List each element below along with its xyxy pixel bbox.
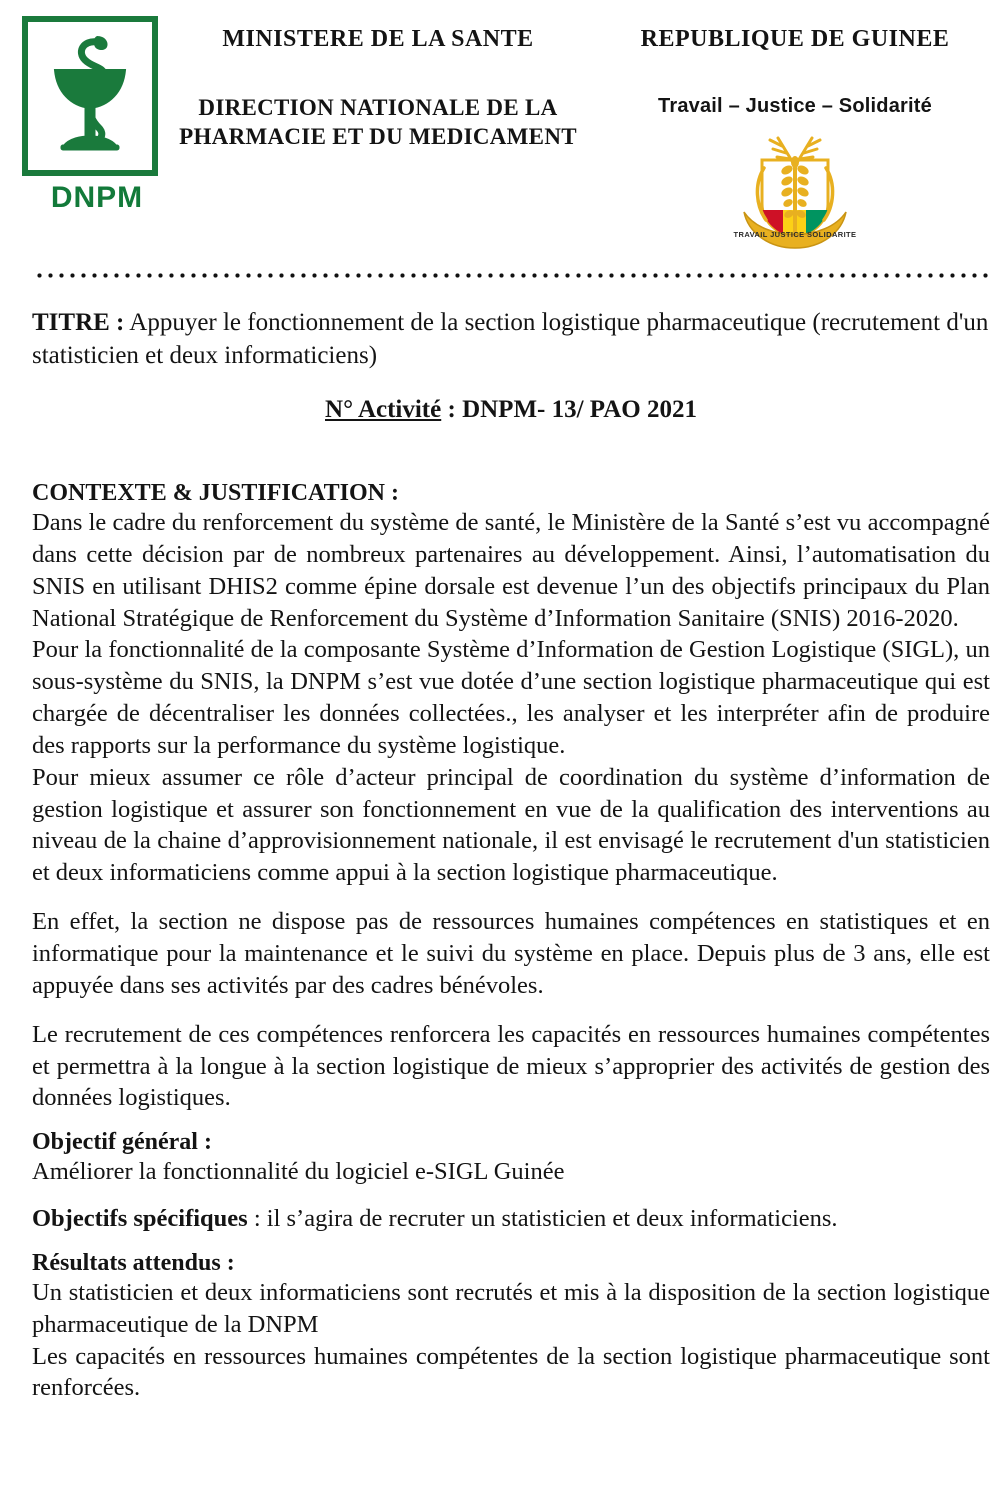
resultat-item-1: Un statisticien et deux informaticiens sont recrutés et mis à la disposition de la section logistique pharmaceutique de la DNPM [32,1278,990,1338]
activite-label: N° Activité [325,396,442,423]
objectif-general-block [32,1129,990,1188]
document-body [32,306,990,1404]
ministry-title: MINISTERE DE LA SANTE [222,26,534,52]
scroll-text: TRAVAIL JUSTICE SOLIDARITE [733,230,857,239]
dotted-separator [34,272,989,279]
titre-text: Appuyer le fonctionnement de la section logistique pharmaceutique (recrutement d'un statisticien et deux informaticiens) [32,309,989,369]
resultats-attendus-label-text: Résultats attendus [32,1249,221,1276]
paragraph-contexte-2: Pour la fonctionnalité de la composante Système d’Information de Gestion Logistique (SIGL), un sous-système du SNIS, la DNPM s’est vue dotée d’une section logistique pharmaceutique qui est chargée de décentraliser les données collectées., les analyser et les interpréter afin de produire des rapports sur la performance du système logistique. [32,636,990,759]
paragraph-contexte-5: Le recrutement de ces compétences renforcera les capacités en ressources humaines compétentes et permettra à la longue à la section logistique de mieux s’approprier des activités de gestion des données logistiques. [32,1020,990,1112]
objectif-general-label [32,1129,990,1156]
activite-line [32,396,990,424]
resultats-attendus-label [32,1250,990,1277]
republic-motto: Travail – Justice – Solidarité [658,95,932,117]
bowl-of-hygieia-icon [35,26,145,166]
activite-value: DNPM- 13/ PAO 2021 [462,396,697,423]
titre-line [32,306,990,372]
objectif-general-value: Améliorer la fonctionnalité du logiciel e-SIGL Guinée [32,1158,565,1186]
guinea-coat-of-arms-icon [730,126,860,254]
direction-title-line-1: DIRECTION NATIONALE DE LA [198,95,558,120]
paragraph-contexte-1: Dans le cadre du renforcement du système de santé, le Ministère de la Santé s’est vu accompagné dans cette décision par de nombreux partenaires au développement. Ainsi, l’automatisation du SNIS en utilisant DHIS2 comme épine dorsale est devenue l’un des objectifs principaux du Plan National Stratégique de Renforcement du Système d’Information Sanitaire (SNIS) 2016-2020. [32,509,990,632]
objectif-general-label-text: Objectif général [32,1129,198,1156]
objectifs-specifiques-value: : il s’agira de recruter un statisticien et deux informaticiens. [247,1205,838,1233]
paragraph-contexte-4: En effet, la section ne dispose pas de ressources humaines compétences en statistiques et en informatique pour la maintenance et le suivi du système en place. Depuis plus de 3 ans, elle est appuyée dans ses activités par des cadres bénévoles. [32,908,990,999]
ministry-heading-block [168,26,588,152]
republic-title: REPUBLIQUE DE GUINEE [640,26,950,52]
objectif-general-colon: : [197,1129,212,1156]
resultat-item-2: Les capacités en ressources humaines compétentes de la section logistique pharmaceutique sont renforcées. [32,1342,990,1402]
coat-of-arms-wrapper [600,126,990,254]
contexte-heading: CONTEXTE & JUSTIFICATION : [32,480,399,506]
resultats-attendus-block [32,1250,990,1404]
titre-label: TITRE : [32,309,125,336]
activite-separator: : [441,396,463,423]
direction-title-line-2: PHARMACIE ET DU MEDICAMENT [179,124,577,150]
paragraph-contexte-3: Pour mieux assumer ce rôle d’acteur principal de coordination du système d’information de gestion logistique et assurer son fonctionnement en vue de la qualification des interventions au niveau de la chaine d’approvisionnement nationale, il est envisagé le recrutement d'un statisticien et deux informaticiens comme appui à la section logistique pharmaceutique. [32,763,990,887]
logo-caption: DNPM [50,181,144,214]
direction-title [168,93,588,152]
objectifs-specifiques-block [32,1203,990,1235]
republic-heading-block [600,26,990,254]
resultats-attendus-colon: : [220,1249,235,1276]
document-header [0,0,1000,252]
dnpm-logo [22,16,172,213]
spacer [32,424,990,480]
objectifs-specifiques-label: Objectifs spécifiques [32,1205,248,1233]
logo-frame [22,16,158,176]
